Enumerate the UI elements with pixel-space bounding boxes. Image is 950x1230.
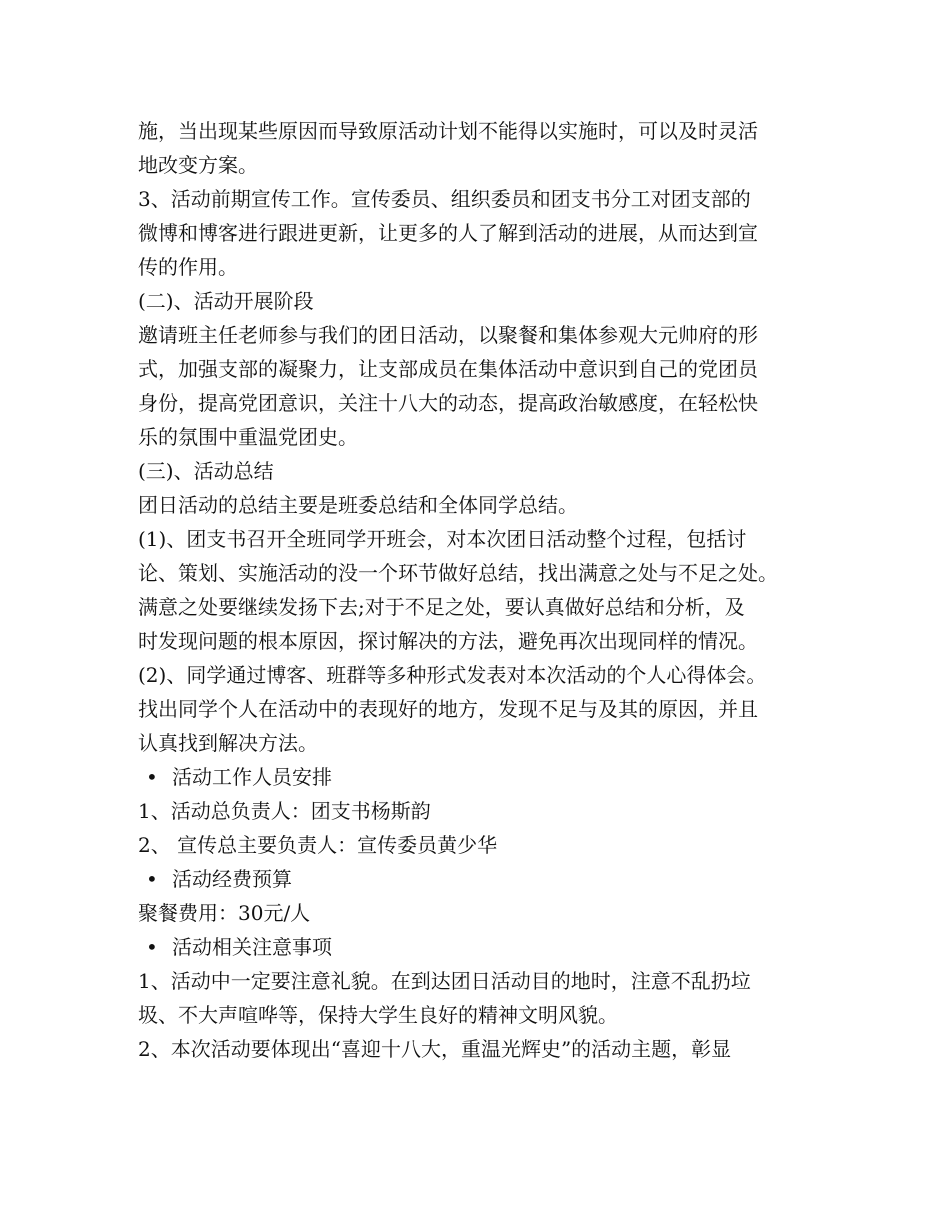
paragraph-line: 团日活动的总结主要是班委总结和全体同学总结。 (138, 493, 578, 517)
staff-item: 2、 宣传总主要负责人：宣传委员黄少华 (138, 833, 498, 857)
paragraph-line: 找出同学个人在活动中的表现好的地方，发现不足与及其的原因，并且 (138, 697, 758, 721)
paragraph-line: 身份，提高党团意识，关注十八大的动态，提高政治敏感度，在轻松快 (138, 391, 758, 415)
paragraph-line: 满意之处要继续发扬下去;对于不足之处，要认真做好总结和分析，及 (138, 595, 745, 619)
bullet-heading-staff (138, 760, 828, 794)
notes-item: 圾、不大声喧哗等，保持大学生良好的精神文明风貌。 (138, 1003, 618, 1027)
section-heading-activity-stage: (二)、活动开展阶段 (138, 289, 314, 313)
bullet-icon: • (146, 935, 158, 959)
paragraph-line: 微博和博客进行跟进更新，让更多的人了解到活动的进展，从而达到宣 (138, 221, 758, 245)
paragraph-line: 论、策划、实施活动的没一个环节做好总结，找出满意之处与不足之处。 (138, 561, 778, 585)
paragraph-line: 邀请班主任老师参与我们的团日活动，以聚餐和集体参观大元帅府的形 (138, 323, 758, 347)
paragraph-line: 施，当出现某些原因而导致原活动计划不能得以实施时，可以及时灵活 (138, 119, 758, 143)
paragraph-line: 地改变方案。 (138, 153, 258, 177)
bullet-icon: • (146, 765, 158, 789)
paragraph-line: 乐的氛围中重温党团史。 (138, 425, 358, 449)
paragraph-line: 式，加强支部的凝聚力，让支部成员在集体活动中意识到自己的党团员 (138, 357, 758, 381)
bullet-heading-text: 活动经费预算 (172, 867, 292, 891)
section-heading-activity-summary: (三)、活动总结 (138, 459, 274, 483)
paragraph-line: (1)、团支书召开全班同学开班会，对本次团日活动整个过程，包括讨 (138, 527, 747, 551)
bullet-icon: • (146, 867, 158, 891)
paragraph-line: 3、活动前期宣传工作。宣传委员、组织委员和团支书分工对团支部的 (138, 187, 751, 211)
paragraph-line: 时发现问题的根本原因，探讨解决的方法，避免再次出现同样的情况。 (138, 629, 758, 653)
budget-item: 聚餐费用：30元/人 (138, 901, 311, 925)
staff-item: 1、活动总负责人：团支书杨斯韵 (138, 799, 431, 823)
bullet-heading-text: 活动相关注意事项 (172, 935, 332, 959)
notes-item: 1、活动中一定要注意礼貌。在到达团日活动目的地时，注意不乱扔垃 (138, 969, 751, 993)
paragraph-line: 认真找到解决方法。 (138, 731, 318, 755)
document-body (138, 114, 828, 1066)
notes-item: 2、本次活动要体现出“喜迎十八大，重温光辉史”的活动主题，彰显 (138, 1037, 732, 1061)
paragraph-line: 传的作用。 (138, 255, 238, 279)
bullet-heading-notes (138, 930, 828, 964)
bullet-heading-budget (138, 862, 828, 896)
bullet-heading-text: 活动工作人员安排 (172, 765, 332, 789)
paragraph-line: (2)、同学通过博客、班群等多种形式发表对本次活动的个人心得体会。 (138, 663, 767, 687)
